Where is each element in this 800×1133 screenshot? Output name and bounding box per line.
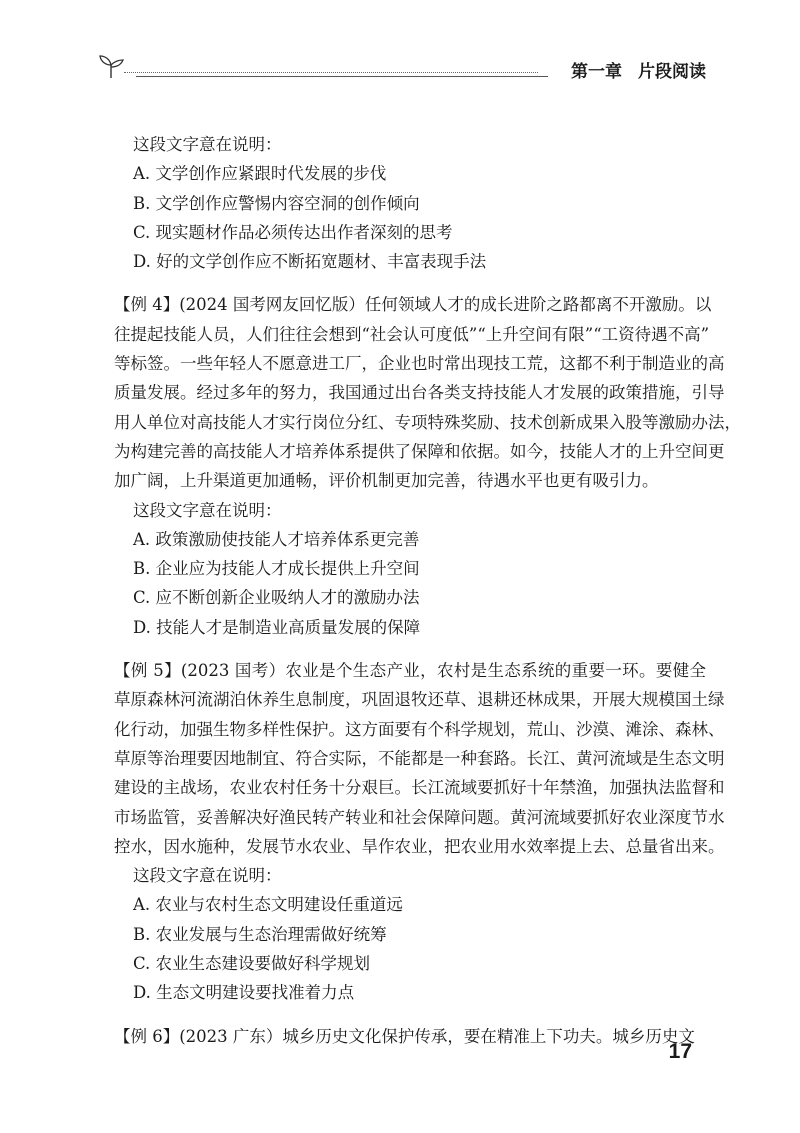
passage-line: 用人单位对高技能人才实行岗位分红、专项特殊奖励、技术创新成果入股等激励办法， xyxy=(114,412,741,432)
passage-line: 建设的主战场，农业农村任务十分艰巨。长江流域要抓好十年禁渔，加强执法监督和 xyxy=(114,778,725,798)
example-6-passage xyxy=(114,1022,706,1051)
sprout-icon xyxy=(96,52,126,82)
option-c: C. 应不断创新企业吸纳人才的激励办法 xyxy=(133,588,420,608)
question-prompt: 这段文字意在说明： xyxy=(133,500,282,520)
passage-line: 【例 5】(2023 国考）农业是个生态产业，农村是生态系统的重要一环。要健全 xyxy=(114,661,706,681)
passage-line: 【例 4】(2024 国考网友回忆版）任何领域人才的成长进阶之路都离不开激励。以 xyxy=(114,295,712,315)
running-header xyxy=(96,52,706,82)
option-a: A. 文学创作应紧跟时代发展的步伐 xyxy=(133,164,387,184)
option-d: D. 技能人才是制造业高质量发展的保障 xyxy=(133,617,421,637)
passage-line: 为构建完善的高技能人才培养体系提供了保障和依据。如今，技能人才的上升空间更 xyxy=(114,441,725,461)
page-number: 17 xyxy=(668,1040,692,1063)
example-6 xyxy=(114,1022,706,1051)
option-b: B. 文学创作应警惕内容空洞的创作倾向 xyxy=(133,193,420,213)
option-a: A. 政策激励使技能人才培养体系更完善 xyxy=(133,529,420,549)
option-a: A. 农业与农村生态文明建设任重道远 xyxy=(133,895,403,915)
passage-line: 化行动，加强生物多样性保护。这方面要有个科学规划，荒山、沙漠、滩涂、森林、 xyxy=(114,719,725,739)
option-d: D. 好的文学创作应不断拓宽题材、丰富表现手法 xyxy=(133,252,487,272)
passage-line: 草原等治理要因地制宜、符合实际，不能都是一种套路。长江、黄河流域是生态文明 xyxy=(114,748,725,768)
passage-line: 往提起技能人员，人们往往会想到“社会认可度低”“上升空间有限”“工资待遇不高” xyxy=(114,324,710,344)
passage-line: 草原森林河流湖泊休养生息制度，巩固退牧还草、退耕还林成果，开展大规模国土绿 xyxy=(114,690,725,710)
passage-line: 市场监管，妥善解决好渔民转产转业和社会保障问题。黄河流域要抓好农业深度节水 xyxy=(114,807,725,827)
header-dotted-rule xyxy=(124,72,538,73)
passage-line: 等标签。一些年轻人不愿意进工厂，企业也时常出现技工荒，这都不利于制造业的高 xyxy=(114,354,725,374)
passage-line: 加广阔，上升渠道更加通畅，评价机制更加完善，待遇水平也更有吸引力。 xyxy=(114,471,659,491)
example-4 xyxy=(114,290,741,642)
passage-line: 质量发展。经过多年的努力，我国通过出台各类支持技能人才发展的政策措施，引导 xyxy=(114,383,725,403)
example-3-tail xyxy=(114,130,706,276)
option-c: C. 农业生态建设要做好科学规划 xyxy=(133,954,371,974)
chapter-title: 片段阅读 xyxy=(638,62,706,82)
example-4-passage xyxy=(114,290,741,495)
question-prompt: 这段文字意在说明： xyxy=(133,135,282,154)
example-5 xyxy=(114,656,725,1008)
option-d: D. 生态文明建设要找准着力点 xyxy=(133,983,355,1003)
passage-line: 控水，因水施种，发展节水农业、旱作农业，把农业用水效率提上去、总量省出来。 xyxy=(114,836,725,856)
question-prompt: 这段文字意在说明： xyxy=(133,866,282,886)
passage-line: 【例 6】(2023 广东）城乡历史文化保护传承，要在精准上下功夫。城乡历史文 xyxy=(114,1026,695,1046)
example-5-passage xyxy=(114,656,725,861)
option-c: C. 现实题材作品必须传达出作者深刻的思考 xyxy=(133,222,453,242)
option-b: B. 企业应为技能人才成长提供上升空间 xyxy=(133,559,420,579)
page-body xyxy=(114,130,741,1051)
chapter-label: 第一章 xyxy=(571,62,622,82)
header-rule xyxy=(136,76,548,77)
option-b: B. 农业发展与生态治理需做好统筹 xyxy=(133,924,387,944)
